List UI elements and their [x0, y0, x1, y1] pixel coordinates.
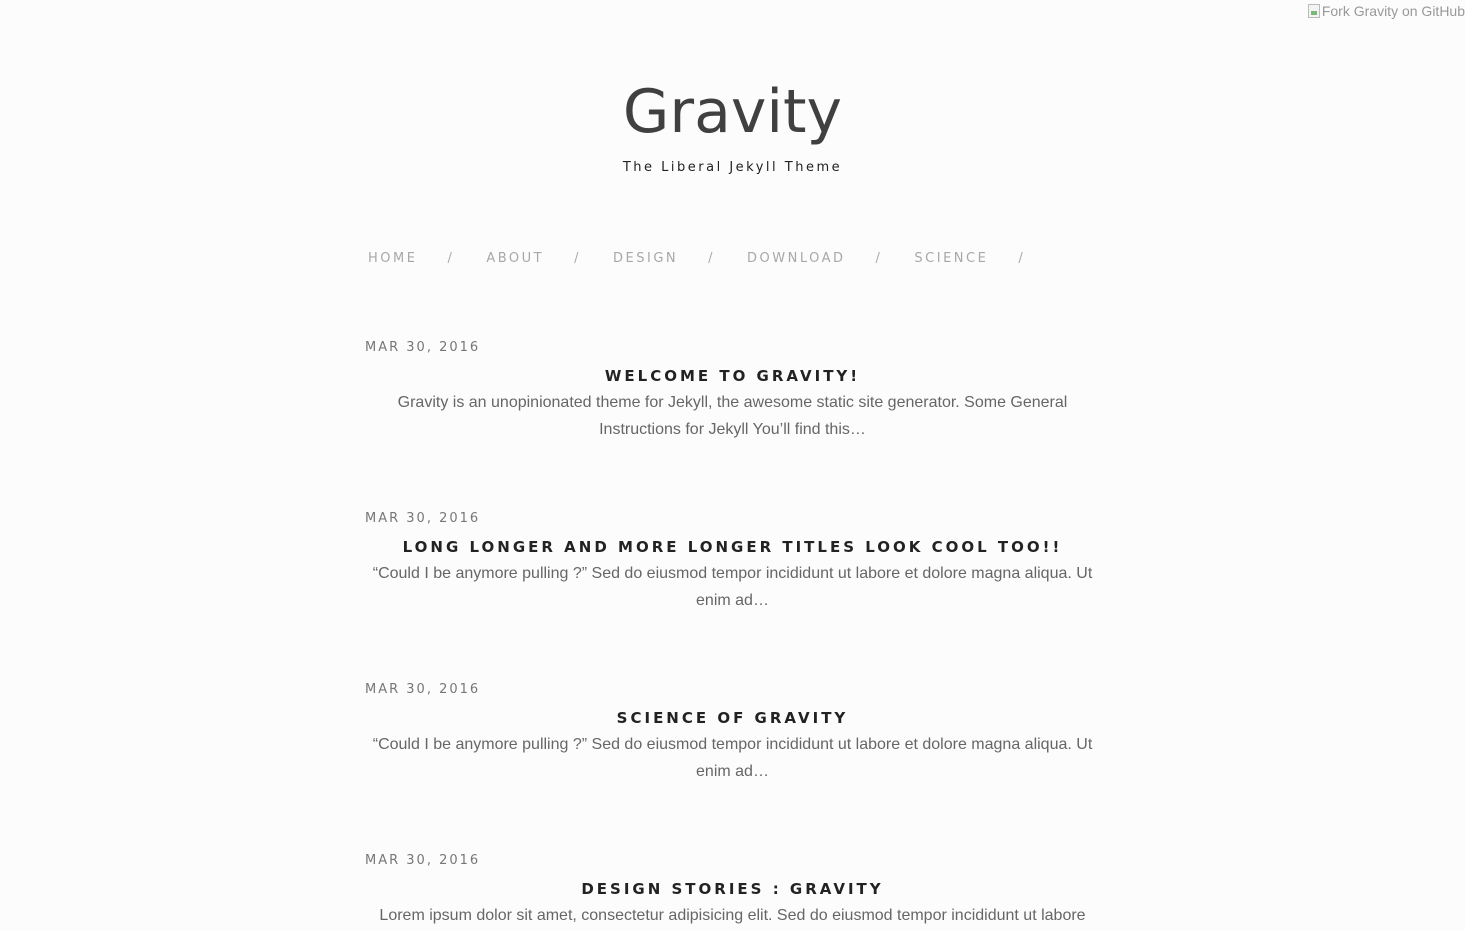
post-date: MAR 30, 2016	[365, 511, 481, 526]
site-title[interactable]: Gravity	[622, 77, 843, 147]
post-item	[365, 338, 1100, 509]
broken-image-icon	[1308, 4, 1320, 18]
nav-separator: /	[1018, 251, 1026, 266]
post-date: MAR 30, 2016	[365, 853, 481, 868]
nav-separator: /	[447, 251, 455, 266]
post-item	[365, 680, 1100, 851]
main-nav	[368, 251, 1057, 266]
post-item	[365, 851, 1100, 930]
post-excerpt: Gravity is an unopinionated theme for Jekyll, the awesome static site generator. Some General Instructions for Jekyll You’ll find this…	[397, 394, 1068, 438]
site-tagline: The Liberal Jekyll Theme	[622, 160, 843, 175]
nav-separator: /	[875, 251, 883, 266]
post-excerpt: Lorem ipsum dolor sit amet, consectetur adipisicing elit. Sed do eiusmod tempor incididunt ut labore	[379, 907, 1086, 924]
nav-item-design[interactable]: DESIGN	[613, 251, 679, 266]
post-list	[365, 338, 1100, 930]
nav-separator: /	[574, 251, 582, 266]
fork-on-github-link[interactable]	[1308, 3, 1465, 19]
post-date: MAR 30, 2016	[365, 682, 481, 697]
post-excerpt: “Could I be anymore pulling ?” Sed do eiusmod tempor incididunt ut labore et dolore magna aliqua. Ut enim ad…	[372, 565, 1093, 609]
nav-item-about[interactable]: ABOUT	[486, 251, 545, 266]
post-excerpt: “Could I be anymore pulling ?” Sed do eiusmod tempor incididunt ut labore et dolore magna aliqua. Ut enim ad…	[372, 736, 1093, 780]
post-item	[365, 509, 1100, 680]
nav-item-download[interactable]: DOWNLOAD	[747, 251, 846, 266]
post-title-link[interactable]: LONG LONGER AND MORE LONGER TITLES LOOK COOL TOO!!	[402, 538, 1063, 556]
post-title-link[interactable]: SCIENCE OF GRAVITY	[616, 709, 849, 727]
post-title-link[interactable]: DESIGN STORIES : GRAVITY	[581, 880, 884, 898]
fork-badge-alt-text: Fork Gravity on GitHub	[1321, 3, 1465, 19]
nav-item-science[interactable]: SCIENCE	[914, 251, 989, 266]
site-header	[0, 74, 1465, 175]
nav-item-home[interactable]: HOME	[368, 251, 418, 266]
post-date: MAR 30, 2016	[365, 340, 481, 355]
nav-separator: /	[708, 251, 716, 266]
post-title-link[interactable]: WELCOME TO GRAVITY!	[604, 367, 861, 385]
